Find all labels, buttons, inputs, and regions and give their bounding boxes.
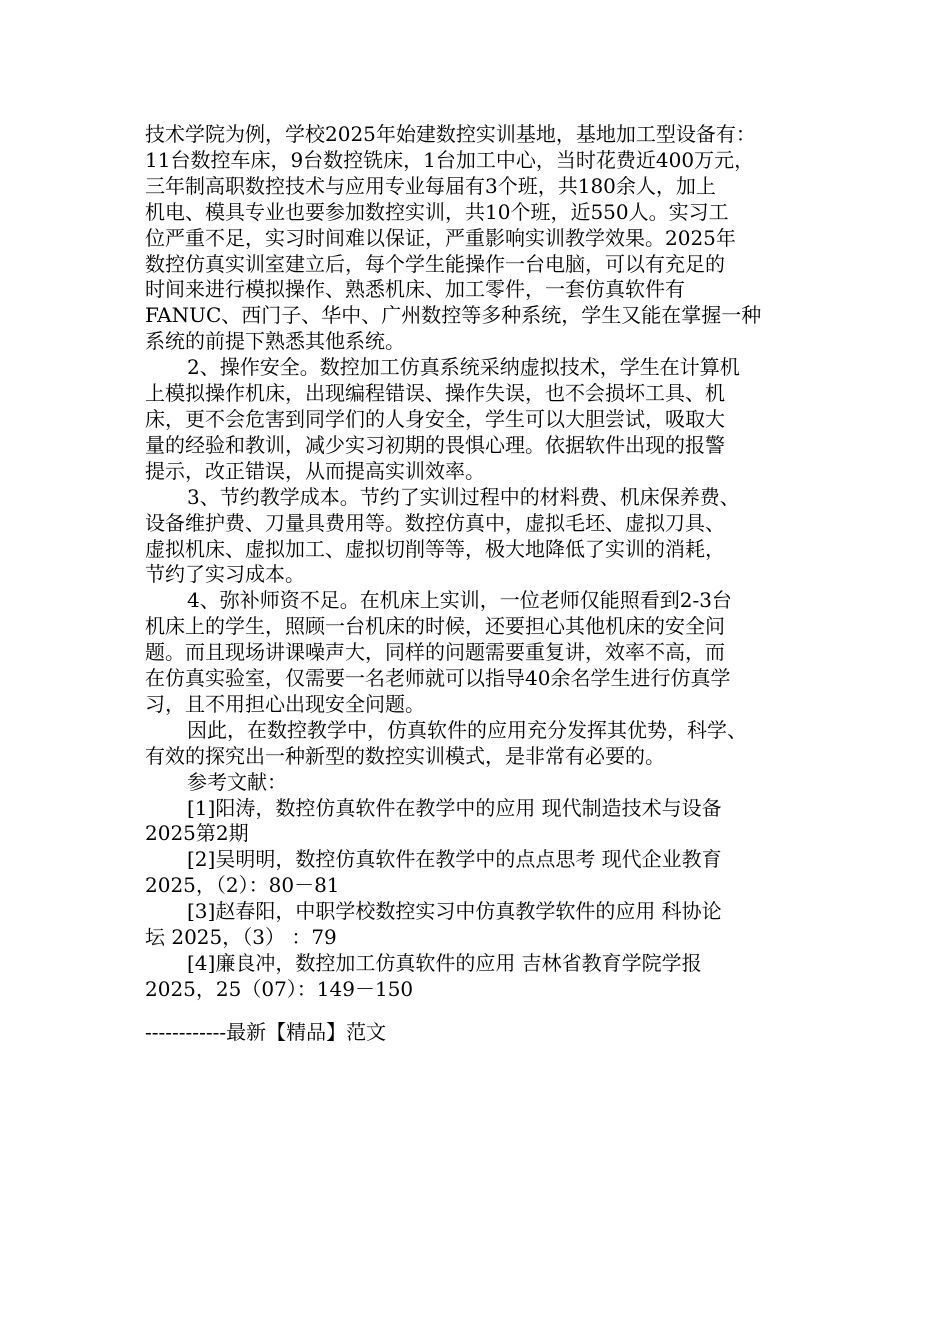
text-line: 提示，改正错误，从而提高实训效率。 bbox=[145, 458, 485, 483]
text-line: 技术学院为例，学校2025年始建数控实训基地，基地加工型设备有： bbox=[145, 122, 756, 146]
text-line: 参考文献： bbox=[187, 769, 287, 794]
text-line: 虚拟机床、虚拟加工、虚拟切削等等，极大地降低了实训的消耗， bbox=[145, 536, 725, 561]
text-line: 位严重不足，实习时间难以保证，严重影响实训教学效果。2025年 bbox=[145, 225, 736, 250]
footer-text: ------------最新【精品】范文 bbox=[145, 1020, 387, 1044]
text-line: 设备维护费、刀量具费用等。数控仿真中，虚拟毛坯、虚拟刀具、 bbox=[145, 510, 725, 535]
text-line: [1]阳涛，数控仿真软件在教学中的应用 现代制造技术与设备 bbox=[187, 795, 722, 820]
paragraph-conclusion bbox=[145, 718, 805, 770]
text-line: [4]廉良冲，数控加工仿真软件的应用 吉林省教育学院学报 bbox=[187, 951, 702, 975]
text-line: 系统的前提下熟悉其他系统。 bbox=[145, 329, 405, 354]
text-line: [2]吴明明，数控仿真软件在教学中的点点思考 现代企业教育 bbox=[187, 847, 722, 872]
text-line: 数控仿真实训室建立后，每个学生能操作一台电脑，可以有充足的 bbox=[145, 251, 725, 276]
text-line: 2025第2期 bbox=[145, 821, 249, 846]
paragraph-training-base bbox=[145, 122, 805, 355]
paragraph-teacher-shortage bbox=[145, 588, 805, 718]
paragraph-operation-safety bbox=[145, 355, 805, 485]
text-line: 节约了实习成本。 bbox=[145, 562, 305, 587]
reference-item-2 bbox=[145, 847, 805, 899]
text-line: 3、节约教学成本。节约了实训过程中的材料费、机床保养费、 bbox=[187, 484, 740, 509]
reference-item-4 bbox=[145, 951, 805, 1003]
reference-item-3 bbox=[145, 899, 805, 951]
text-line: 在仿真实验室，仅需要一名老师就可以指导40余名学生进行仿真学 bbox=[145, 666, 731, 691]
document-body bbox=[145, 122, 805, 1003]
text-line: FANUC、西门子、华中、广州数控等多种系统，学生又能在掌握一种 bbox=[145, 303, 762, 328]
text-line: 有效的探究出一种新型的数控实训模式，是非常有必要的。 bbox=[145, 743, 665, 768]
text-line: 习，且不用担心出现安全问题。 bbox=[145, 691, 425, 716]
text-line: 三年制高职数控技术与应用专业每届有3个班，共180余人，加上 bbox=[145, 173, 716, 198]
text-line: 题。而且现场讲课噪声大，同样的问题需要重复讲，效率不高，而 bbox=[145, 640, 725, 665]
text-line: 2025，（2）：80－81 bbox=[145, 873, 340, 898]
text-line: 量的经验和教训，减少实习初期的畏惧心理。依据软件出现的报警 bbox=[145, 432, 725, 457]
text-line: 床，更不会危害到同学们的人身安全，学生可以大胆尝试，吸取大 bbox=[145, 406, 725, 431]
text-line: 2025，25（07）：149－150 bbox=[145, 976, 414, 1001]
references-heading bbox=[145, 770, 805, 796]
reference-item-1 bbox=[145, 796, 805, 848]
text-line: 上模拟操作机床，出现编程错误、操作失误，也不会损坏工具、机 bbox=[145, 381, 725, 406]
text-line: 机电、模具专业也要参加数控实训，共10个班，近550人。实习工 bbox=[145, 199, 729, 224]
text-line: 11台数控车床，9台数控铣床，1台加工中心，当时花费近400万元， bbox=[145, 147, 755, 172]
text-line: 4、弥补师资不足。在机床上实训，一位老师仅能照看到2-3台 bbox=[187, 588, 732, 613]
text-line: 因此，在数控教学中，仿真软件的应用充分发挥其优势，科学、 bbox=[187, 717, 747, 742]
paragraph-cost-saving bbox=[145, 485, 805, 589]
text-line: [3]赵春阳，中职学校数控实习中仿真教学软件的应用 科协论 bbox=[187, 899, 722, 924]
text-line: 坛 2025，（3） ：79 bbox=[145, 925, 337, 950]
text-line: 时间来进行模拟操作、熟悉机床、加工零件，一套仿真软件有 bbox=[145, 277, 685, 302]
text-line: 机床上的学生，照顾一台机床的时候，还要担心其他机床的安全问 bbox=[145, 614, 725, 639]
text-line: 2、操作安全。数控加工仿真系统采纳虚拟技术，学生在计算机 bbox=[187, 355, 740, 380]
